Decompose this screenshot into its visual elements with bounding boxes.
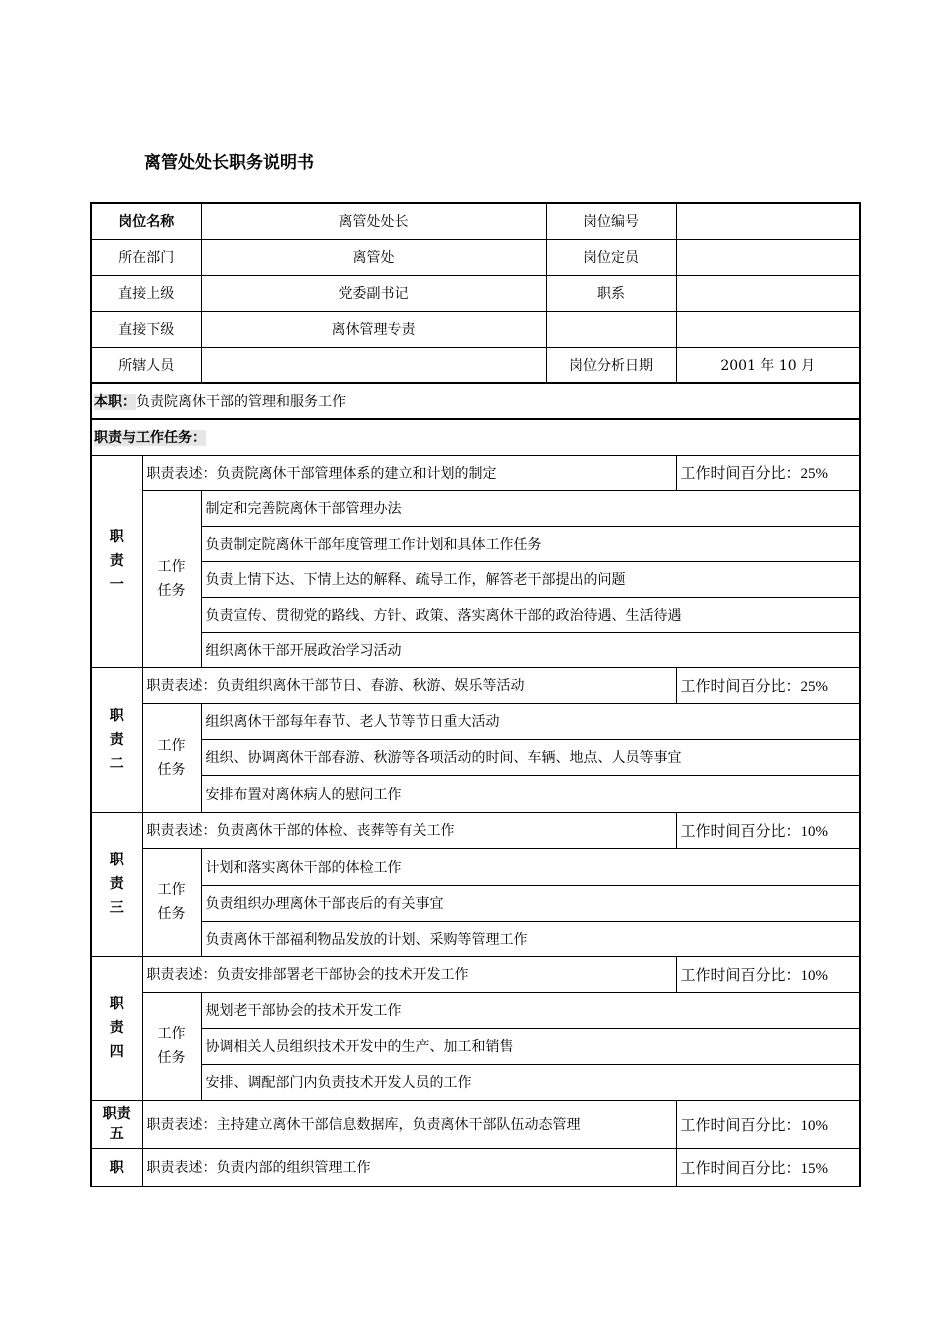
duty-3-percent: 工作时间百分比：10% xyxy=(676,812,860,848)
empty-value-cell xyxy=(676,311,860,347)
position-name-label: 岗位名称 xyxy=(91,203,201,239)
duty-summary xyxy=(91,383,860,419)
superior-value: 党委副书记 xyxy=(201,275,546,311)
tasks-heading xyxy=(91,419,860,455)
position-name-value: 离管处处长 xyxy=(201,203,546,239)
duty-6-label: 职 xyxy=(91,1148,142,1186)
department-value: 离管处 xyxy=(201,239,546,275)
analysis-date-value: 2001 年 10 月 xyxy=(676,347,860,383)
duty-6-percent: 工作时间百分比：15% xyxy=(676,1148,860,1186)
duty-3-task-2: 负责组织办理离休干部丧后的有关事宜 xyxy=(201,885,860,921)
duty-4-task-1: 规划老干部协会的技术开发工作 xyxy=(201,992,860,1028)
duty-1-task-5: 组织离休干部开展政治学习活动 xyxy=(201,632,860,667)
tasks-heading-label: 职责与工作任务： xyxy=(94,430,206,447)
duty-4-task-2: 协调相关人员组织技术开发中的生产、加工和销售 xyxy=(201,1028,860,1064)
job-description-table xyxy=(90,202,861,1187)
duty-1-description: 职责表述：负责院离休干部管理体系的建立和计划的制定 xyxy=(142,455,676,490)
duty-3-description: 职责表述：负责离休干部的体检、丧葬等有关工作 xyxy=(142,812,676,848)
duty-2-task-1: 组织离休干部每年春节、老人节等节日重大活动 xyxy=(201,703,860,739)
duty-3-task-1: 计划和落实离休干部的体检工作 xyxy=(201,848,860,885)
headcount-label: 岗位定员 xyxy=(546,239,676,275)
duty-1-task-4: 负责宣传、贯彻党的路线、方针、政策、落实离休干部的政治待遇、生活待遇 xyxy=(201,597,860,632)
duty-2-task-label: 工作 任务 xyxy=(142,703,201,812)
duty-2-label: 职 责 二 xyxy=(91,667,142,812)
grade-label: 职系 xyxy=(546,275,676,311)
duty-2-task-2: 组织、协调离休干部春游、秋游等各项活动的时间、车辆、地点、人员等事宜 xyxy=(201,739,860,775)
duty-4-description: 职责表述：负责安排部署老干部协会的技术开发工作 xyxy=(142,956,676,992)
analysis-date-label: 岗位分析日期 xyxy=(546,347,676,383)
duty-4-percent: 工作时间百分比：10% xyxy=(676,956,860,992)
duty-6-description: 职责表述：负责内部的组织管理工作 xyxy=(142,1148,676,1186)
duty-5-description: 职责表述：主持建立离休干部信息数据库，负责离休干部队伍动态管理 xyxy=(142,1100,676,1148)
staff-label: 所辖人员 xyxy=(91,347,201,383)
page-title: 离管处处长职务说明书 xyxy=(144,153,314,173)
duty-2-task-3: 安排布置对离休病人的慰问工作 xyxy=(201,775,860,812)
duty-2-percent: 工作时间百分比：25% xyxy=(676,667,860,703)
staff-value xyxy=(201,347,546,383)
duty-3-task-3: 负责离休干部福利物品发放的计划、采购等管理工作 xyxy=(201,921,860,956)
duty-1-task-2: 负责制定院离休干部年度管理工作计划和具体工作任务 xyxy=(201,526,860,561)
grade-value xyxy=(676,275,860,311)
duty-1-percent: 工作时间百分比：25% xyxy=(676,455,860,490)
duty-1-label: 职 责 一 xyxy=(91,455,142,667)
duty-2-description: 职责表述：负责组织离休干部节日、春游、秋游、娱乐等活动 xyxy=(142,667,676,703)
department-label: 所在部门 xyxy=(91,239,201,275)
duty-4-task-label: 工作 任务 xyxy=(142,992,201,1100)
duty-3-label: 职 责 三 xyxy=(91,812,142,956)
position-no-value xyxy=(676,203,860,239)
position-no-label: 岗位编号 xyxy=(546,203,676,239)
duty-summary-label: 本职： xyxy=(94,394,136,410)
superior-label: 直接上级 xyxy=(91,275,201,311)
duty-4-task-3: 安排、调配部门内负责技术开发人员的工作 xyxy=(201,1064,860,1100)
duty-3-task-label: 工作 任务 xyxy=(142,848,201,956)
duty-1-task-1: 制定和完善院离休干部管理办法 xyxy=(201,490,860,526)
duty-summary-text: 负责院离休干部的管理和服务工作 xyxy=(136,394,346,410)
duty-1-task-label: 工作 任务 xyxy=(142,490,201,667)
duty-5-percent: 工作时间百分比：10% xyxy=(676,1100,860,1148)
subordinate-label: 直接下级 xyxy=(91,311,201,347)
subordinate-value: 离休管理专责 xyxy=(201,311,546,347)
headcount-value xyxy=(676,239,860,275)
empty-label-cell xyxy=(546,311,676,347)
duty-5-label: 职责 五 xyxy=(91,1100,142,1148)
duty-4-label: 职 责 四 xyxy=(91,956,142,1100)
duty-1-task-3: 负责上情下达、下情上达的解释、疏导工作，解答老干部提出的问题 xyxy=(201,561,860,597)
